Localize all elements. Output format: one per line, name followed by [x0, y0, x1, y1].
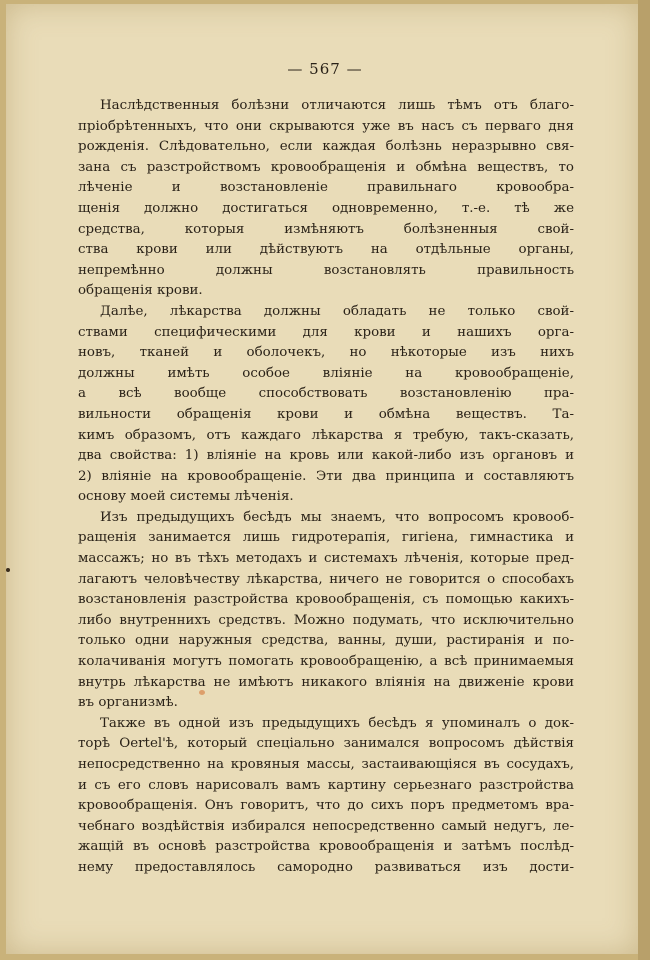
text-line: щенія должно достигаться одновременно, т.-е. тѣ же — [78, 200, 574, 216]
text-line: кровообращенія. Онъ говоритъ, что до сихъ поръ предметомъ вра- — [78, 798, 574, 814]
text-line: новъ, тканей и оболочекъ, но нѣкоторые изъ нихъ — [78, 345, 574, 361]
page-number: — 567 — — [287, 60, 363, 78]
text-line: ствами специфическими для крови и нашихъ орга- — [78, 324, 574, 340]
text-line: Изъ предыдущихъ бесѣдъ мы знаемъ, что вопросомъ кровооб- — [100, 509, 574, 525]
text-line: а всѣ вообще способствовать возстановленію пра- — [78, 386, 574, 402]
text-line: лѣченіе и возстановленіе правильнаго кровообра- — [78, 180, 574, 196]
text-line: внутрь лѣкарства не имѣютъ никакого вліянія на движеніе крови — [78, 674, 574, 690]
text-line: кимъ образомъ, отъ каждаго лѣкарства я требую, такъ-сказать, — [78, 427, 574, 443]
text-line: ращенія занимается лишь гидротерапія, гигіена, гимнастика и — [78, 530, 574, 546]
text-line: возстановленія разстройства кровообращенія, съ помощью какихъ- — [78, 592, 574, 608]
text-line: и съ его словъ нарисовалъ вамъ картину серьезнаго разстройства — [78, 777, 574, 793]
text-line: Наслѣдственныя болѣзни отличаются лишь тѣмъ отъ благо- — [100, 98, 574, 113]
text-line: чебнаго воздѣйствія избирался непосредственно самый недугъ, ле- — [78, 818, 574, 834]
text-line: массажъ; но въ тѣхъ методахъ и системахъ лѣченія, которые пред- — [78, 551, 574, 567]
text-line: ства крови или дѣйствуютъ на отдѣльные органы, — [78, 242, 574, 258]
text-line: зана съ разстройствомъ кровообращенія и обмѣна веществъ, то — [78, 159, 574, 175]
text-line: должны имѣть особое вліяніе на кровообращеніе, — [78, 365, 574, 381]
ink-mark — [6, 568, 10, 572]
text-line: Далѣе, лѣкарства должны обладать не только свой- — [100, 303, 574, 319]
text-line: средства, которыя измѣняютъ болѣзненныя свой- — [78, 221, 574, 237]
text-line: только одни наружныя средства, ванны, души, растиранія и по- — [78, 633, 574, 649]
text-line: непремѣнно должны возстановлять правильность — [78, 262, 574, 278]
text-line: нему предоставлялось самородно развиваться изъ дости- — [78, 859, 574, 875]
text-line: основу моей системы лѣченія. — [78, 489, 294, 505]
text-line: два свойства: 1) вліяніе на кровь или какой-либо изъ органовъ и — [78, 448, 574, 464]
text-line: жащій въ основѣ разстройства кровообращенія и затѣмъ послѣд- — [78, 839, 574, 855]
text-line: вильности обращенія крови и обмѣна веществъ. Та- — [78, 406, 574, 422]
text-line: пріобрѣтенныхъ, что они скрываются уже въ насъ съ перваго дня — [78, 118, 574, 134]
text-line: торѣ Oertel'ѣ, который спеціально занимался вопросомъ дѣйствія — [78, 736, 574, 752]
text-line: либо внутреннихъ средствъ. Можно подумать, что исключительно — [78, 612, 574, 628]
text-line: колачиванія могутъ помогать кровообращенію, а всѣ принимаемыя — [78, 654, 574, 670]
text-line: 2) вліяніе на кровообращеніе. Эти два принципа и составляютъ — [78, 468, 574, 484]
page-edge — [638, 0, 650, 960]
text-line: рожденія. Слѣдовательно, если каждая болѣзнь неразрывно свя- — [78, 139, 574, 155]
text-line: обращенія крови. — [78, 283, 203, 299]
body-text — [78, 96, 574, 879]
text-line: непосредственно на кровяныя массы, застаивающіяся въ сосудахъ, — [78, 757, 574, 772]
text-line: Также въ одной изъ предыдущихъ бесѣдъ я упоминалъ о док- — [100, 715, 574, 731]
text-line: въ организмѣ. — [78, 695, 178, 711]
text-line: лагаютъ человѣчеству лѣкарства, ничего не говорится о способахъ — [78, 571, 574, 587]
